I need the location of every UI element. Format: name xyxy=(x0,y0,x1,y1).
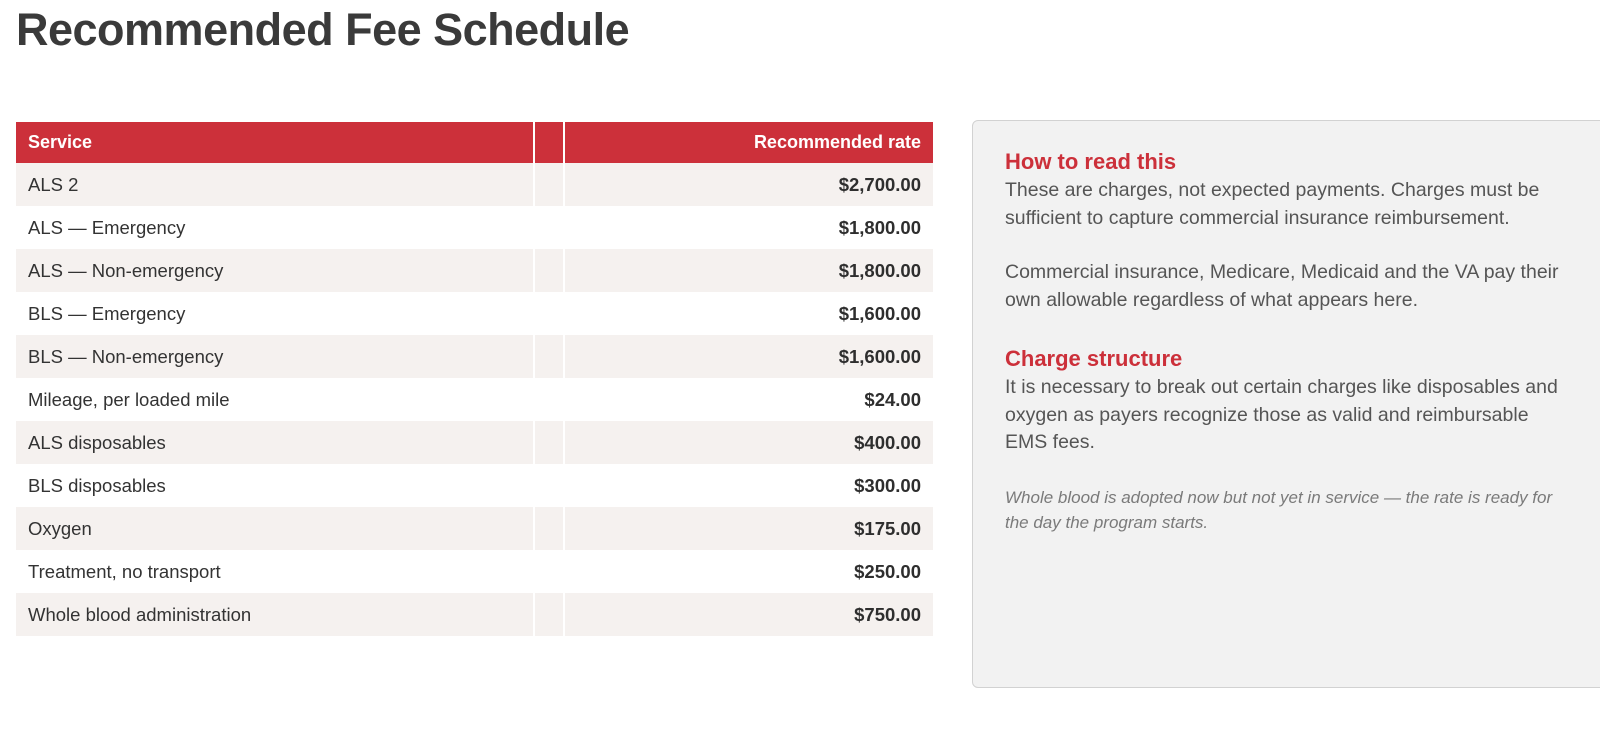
table-row xyxy=(16,593,933,636)
service-cell: ALS — Emergency xyxy=(16,206,534,249)
spacer-cell xyxy=(534,378,564,421)
table-row xyxy=(16,335,933,378)
table-row xyxy=(16,550,933,593)
charge-structure-heading: Charge structure xyxy=(1005,346,1183,371)
page-title: Recommended Fee Schedule xyxy=(16,4,630,55)
table-row xyxy=(16,292,933,335)
spacer-cell xyxy=(534,593,564,636)
table-row xyxy=(16,378,933,421)
rate-cell: $24.00 xyxy=(564,378,933,421)
spacer-cell xyxy=(534,292,564,335)
spacer-cell xyxy=(534,464,564,507)
how-to-read-heading: How to read this xyxy=(1005,149,1177,174)
rate-cell: $1,600.00 xyxy=(564,292,933,335)
service-cell: BLS disposables xyxy=(16,464,534,507)
rate-cell: $750.00 xyxy=(564,593,933,636)
charge-structure-paragraph: It is necessary to break out certain charges like disposables and oxygen as payers recognize those as valid and reimbursable EMS fees. xyxy=(1005,376,1558,453)
service-cell: BLS — Non-emergency xyxy=(16,335,534,378)
table-header-row xyxy=(16,122,933,163)
spacer-cell xyxy=(534,163,564,206)
rate-cell: $1,800.00 xyxy=(564,249,933,292)
table-row xyxy=(16,249,933,292)
spacer-cell xyxy=(534,507,564,550)
service-cell: ALS disposables xyxy=(16,421,534,464)
table-row xyxy=(16,421,933,464)
service-cell: ALS — Non-emergency xyxy=(16,249,534,292)
service-cell: Mileage, per loaded mile xyxy=(16,378,534,421)
service-cell: ALS 2 xyxy=(16,163,534,206)
service-cell: Treatment, no transport xyxy=(16,550,534,593)
spacer-cell xyxy=(534,249,564,292)
how-to-read-paragraph-1: These are charges, not expected payments. Charges must be sufficient to capture commercial insurance reimbursement. xyxy=(1005,179,1540,229)
whole-blood-note: Whole blood is adopted now but not yet in service — the rate is ready for the day the program starts. xyxy=(1005,487,1553,532)
info-panel xyxy=(972,120,1600,688)
spacer-cell xyxy=(534,335,564,378)
rate-cell: $2,700.00 xyxy=(564,163,933,206)
column-header-spacer xyxy=(534,122,564,163)
spacer-cell xyxy=(534,421,564,464)
rate-cell: $250.00 xyxy=(564,550,933,593)
spacer-cell xyxy=(534,550,564,593)
service-cell: BLS — Emergency xyxy=(16,292,534,335)
how-to-read-paragraph-2: Commercial insurance, Medicare, Medicaid and the VA pay their own allowable regardless of what appears here. xyxy=(1005,261,1559,311)
rate-cell: $175.00 xyxy=(564,507,933,550)
column-header-service: Service xyxy=(16,122,534,163)
table-row xyxy=(16,206,933,249)
rate-cell: $1,800.00 xyxy=(564,206,933,249)
rate-cell: $300.00 xyxy=(564,464,933,507)
table-row xyxy=(16,163,933,206)
table-row xyxy=(16,464,933,507)
service-cell: Oxygen xyxy=(16,507,534,550)
service-cell: Whole blood administration xyxy=(16,593,534,636)
rate-cell: $400.00 xyxy=(564,421,933,464)
fee-schedule-table xyxy=(16,122,933,636)
column-header-rate: Recommended rate xyxy=(564,122,933,163)
rate-cell: $1,600.00 xyxy=(564,335,933,378)
table-row xyxy=(16,507,933,550)
spacer-cell xyxy=(534,206,564,249)
